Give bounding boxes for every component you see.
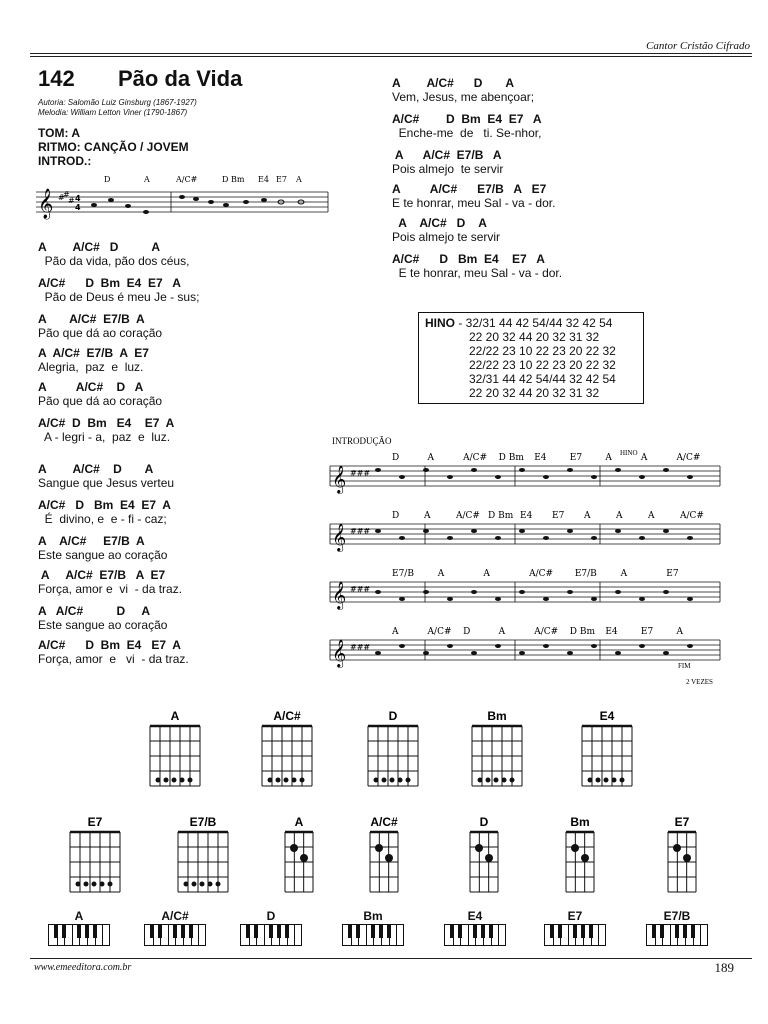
finger-dot <box>612 778 617 783</box>
lyric-line: Pão que dá ao coração <box>38 326 163 340</box>
piano-chord-name: A <box>74 909 84 923</box>
note-head <box>663 529 669 533</box>
introd-label: INTROD.: <box>38 154 92 168</box>
piano-keyboard <box>544 924 606 946</box>
intro-chord: E7 <box>276 175 287 184</box>
lyric-line: Pois almejo te servir <box>392 162 504 176</box>
note-head <box>495 536 501 540</box>
chord-line: A A/C# E7/B A <box>392 148 502 162</box>
chord-name: A <box>170 709 180 723</box>
piano-chord-name: A/C# <box>161 909 189 923</box>
score-chord: A/C# <box>463 453 488 463</box>
finger-dot <box>84 882 89 887</box>
song-number: 142 <box>38 66 75 91</box>
finger-dot <box>100 882 105 887</box>
note-head <box>375 590 381 594</box>
finger-dot <box>385 854 393 862</box>
note-head <box>687 536 693 540</box>
lyric-line: E te honrar, meu Sal - va - dor. <box>392 266 563 280</box>
score-chord: A/C# <box>534 627 559 637</box>
lyric-line: Pão de Deus é meu Je - sus; <box>38 290 200 304</box>
lyric-line: Este sangue ao coração <box>38 548 168 562</box>
chord-line: A A/C# D A <box>392 76 515 90</box>
finger-dot <box>620 778 625 783</box>
hino-row: 22/22 23 10 22 23 20 22 32 <box>469 358 616 372</box>
key-signature: ### <box>350 527 371 536</box>
note-head <box>663 651 669 655</box>
finger-dot <box>300 778 305 783</box>
score-chord: A <box>437 569 445 579</box>
note-head <box>591 536 597 540</box>
finger-dot <box>180 778 185 783</box>
verse-line <box>38 240 189 268</box>
note-head <box>567 590 573 594</box>
note-head <box>615 651 621 655</box>
chord-grid <box>472 726 522 786</box>
lyric-line: Força, amor e vi - da traz. <box>38 652 189 666</box>
finger-dot <box>604 778 609 783</box>
score-chord: E4 <box>534 453 547 463</box>
fim-label: FIM <box>678 662 691 670</box>
note-head <box>471 468 477 472</box>
hino-row: 32/31 44 42 54/44 32 42 54 <box>469 372 616 386</box>
key-signature: ### <box>350 643 371 652</box>
finger-dot <box>510 778 515 783</box>
lyric-line: Alegria, paz e luz. <box>38 360 144 374</box>
score-chord: A/C# <box>676 453 701 463</box>
note-head <box>471 651 477 655</box>
lyric-line: Pois almejo te servir <box>392 230 501 244</box>
chord-name: A/C# <box>370 815 398 829</box>
chord-name: Bm <box>487 709 507 723</box>
score-chord: A <box>648 511 655 521</box>
chord-grid <box>470 832 498 892</box>
note-head <box>375 468 381 472</box>
finger-dot <box>108 882 113 887</box>
finger-dot <box>156 778 161 783</box>
finger-dot <box>581 854 589 862</box>
chord-grid <box>370 832 398 892</box>
header-rule <box>30 53 752 54</box>
note-head <box>591 597 597 601</box>
lyric-line: Vem, Jesus, me abençoar; <box>392 90 535 104</box>
verse-line <box>392 76 534 104</box>
note-head <box>567 468 573 472</box>
finger-dot <box>208 882 213 887</box>
chord-line: A A/C# D A <box>38 604 151 618</box>
note-head <box>399 644 405 648</box>
score-chord: A <box>498 627 506 637</box>
chord-line: A/C# D Bm E4 E7 A <box>38 416 175 430</box>
chord-line: A A/C# D A <box>38 240 161 254</box>
finger-dot <box>172 778 177 783</box>
finger-dot <box>475 844 483 852</box>
score-chord: E7 <box>640 627 654 637</box>
finger-dot <box>502 778 507 783</box>
piano-keyboard <box>48 924 110 946</box>
chord-line: A/C# D Bm E4 E7 A <box>38 276 181 290</box>
finger-dot <box>588 778 593 783</box>
note-head <box>567 529 573 533</box>
chord-line: A/C# D Bm E4 E7 A <box>38 498 171 512</box>
note-head <box>399 597 405 601</box>
chord-name: E4 <box>599 709 615 723</box>
treble-clef: 𝄞 <box>332 639 347 667</box>
hino-label: HINO <box>620 449 638 457</box>
treble-clef: 𝄞 <box>332 465 347 493</box>
intro-staff <box>36 172 336 222</box>
finger-dot <box>290 844 298 852</box>
note-head <box>639 597 645 601</box>
score-chord: D Bm <box>488 511 514 521</box>
chord-line: A A/C# E7/B A E7 <box>38 346 149 360</box>
chord-name: A <box>294 815 304 829</box>
score-chord: D Bm <box>498 453 524 463</box>
score-chord: A <box>676 627 683 637</box>
hino-row: 22 20 32 44 20 32 31 32 <box>469 386 600 400</box>
finger-dot <box>374 778 379 783</box>
chord-name: D <box>479 815 489 829</box>
finger-dot <box>164 778 169 783</box>
chord-line: A A/C# D A <box>392 216 487 230</box>
intro-chord: A <box>144 175 150 184</box>
piano-chord-name: E7/B <box>663 909 691 923</box>
chord-grid <box>262 726 312 786</box>
ritmo-label: RITMO: CANÇÃO / JOVEM <box>38 140 189 154</box>
note-head <box>447 644 453 648</box>
note-head <box>615 529 621 533</box>
svg-text:4: 4 <box>75 203 81 212</box>
svg-text:𝄞: 𝄞 <box>38 189 54 219</box>
lyric-line: Pão da vida, pão dos céus, <box>38 254 190 268</box>
verse-line <box>38 638 189 666</box>
score-chord: E7/B <box>392 569 414 579</box>
lyric-line: Pão que dá ao coração <box>38 394 163 408</box>
score-chord: E7 <box>569 453 583 463</box>
piano-chord-name: D <box>266 909 276 923</box>
verse-line <box>38 380 162 408</box>
chord-name: E7/B <box>189 815 217 829</box>
hino-tab-box <box>418 312 644 404</box>
chord-name: E7 <box>87 815 103 829</box>
finger-dot <box>596 778 601 783</box>
score-chord: A <box>640 453 648 463</box>
finger-dot <box>200 882 205 887</box>
score-chord: E7/B <box>574 569 597 579</box>
score-chord: A/C# <box>680 511 704 521</box>
note-head <box>591 644 597 648</box>
note-head <box>423 651 429 655</box>
hino-row: 22/22 23 10 22 23 20 22 32 <box>469 344 616 358</box>
verse-line <box>38 416 174 444</box>
intro-chord: E4 <box>258 175 269 184</box>
verse-line <box>392 112 542 140</box>
score-chord: A <box>427 453 435 463</box>
chord-grid <box>566 832 594 892</box>
intro-chord: A <box>296 175 302 184</box>
finger-dot <box>92 882 97 887</box>
hino-row: 22 20 32 44 20 32 31 32 <box>469 330 600 344</box>
treble-clef: 𝄞 <box>332 581 347 609</box>
finger-dot <box>390 778 395 783</box>
chord-name: E7 <box>674 815 690 829</box>
intro-chord: D Bm <box>222 175 245 184</box>
finger-dot <box>494 778 499 783</box>
note-head <box>495 644 501 648</box>
finger-dot <box>184 882 189 887</box>
score-chord: A <box>620 569 628 579</box>
intro-chord: D <box>104 175 111 184</box>
note-head <box>519 468 525 472</box>
note-head <box>447 475 453 479</box>
note-head <box>519 529 525 533</box>
verse-line <box>392 216 500 244</box>
piano-keyboard <box>342 924 404 946</box>
chord-line: A A/C# E7/B A E7 <box>392 182 547 196</box>
lyric-line: Este sangue ao coração <box>38 618 168 632</box>
svg-text:#: # <box>58 193 65 202</box>
svg-text:#: # <box>63 190 70 199</box>
chord-grid <box>368 726 418 786</box>
chord-grid <box>285 832 313 892</box>
score-chord: A <box>424 511 431 521</box>
song-credits <box>38 98 197 118</box>
finger-dot <box>478 778 483 783</box>
chord-name: A/C# <box>273 709 301 723</box>
chord-grid <box>668 832 696 892</box>
piano-chord-name: Bm <box>363 909 383 923</box>
svg-text:4: 4 <box>75 194 81 203</box>
finger-dot <box>398 778 403 783</box>
finger-dot <box>406 778 411 783</box>
author-line: Autoria: Salomão Luiz Ginsburg (1867-1927) <box>38 98 197 107</box>
note-head <box>591 475 597 479</box>
chord-line: A A/C# D A <box>38 462 154 476</box>
note-head <box>423 468 429 472</box>
note-head <box>639 536 645 540</box>
piano-chord-name: E4 <box>467 909 483 923</box>
finger-dot <box>375 844 383 852</box>
score-chord: A <box>483 569 490 579</box>
verse-line <box>38 568 182 596</box>
lyric-line: E te honrar, meu Sal - va - dor. <box>392 196 556 210</box>
finger-dot <box>382 778 387 783</box>
intro-label: INTRODUÇÃO <box>332 436 392 446</box>
score-chord: A <box>605 453 612 463</box>
note-head <box>471 529 477 533</box>
header-rule-2 <box>30 56 752 57</box>
verse-line <box>392 182 555 210</box>
score-chord: A <box>584 511 591 521</box>
score-chord: E7 <box>666 569 679 579</box>
note-head <box>543 597 549 601</box>
note-head <box>375 651 381 655</box>
score-chord: A <box>392 627 399 637</box>
tom-label: TOM: A <box>38 126 80 140</box>
verse-line <box>392 148 503 176</box>
finger-dot <box>284 778 289 783</box>
chord-line: A/C# D Bm E4 E7 A <box>38 638 181 652</box>
finger-dot <box>683 854 691 862</box>
key-signature: ### <box>350 469 371 478</box>
verse-line <box>38 604 167 632</box>
chord-grid <box>582 726 632 786</box>
score-chord: D <box>392 453 400 463</box>
verse-line <box>392 252 562 280</box>
finger-dot <box>192 882 197 887</box>
finger-dot <box>268 778 273 783</box>
piano-keyboard <box>646 924 708 946</box>
note-head <box>495 475 501 479</box>
footer-rule <box>30 958 752 959</box>
note-head <box>519 590 525 594</box>
score-chord: E4 <box>520 511 533 521</box>
verse-line <box>38 462 174 490</box>
score-chord: D <box>463 627 471 637</box>
song-title: Pão da Vida <box>118 66 243 91</box>
lyric-line: A - legri - a, paz e luz. <box>38 430 171 444</box>
svg-text:#: # <box>68 196 75 205</box>
music-score <box>330 432 730 692</box>
score-chord: A/C# <box>529 569 554 579</box>
note-head <box>543 536 549 540</box>
melody-line: Melodia: William Letton Viner (1790-1867) <box>38 108 188 117</box>
note-head <box>687 597 693 601</box>
chord-line: A A/C# E7/B A <box>38 312 145 326</box>
verse-line <box>38 498 171 526</box>
note-head <box>471 590 477 594</box>
note-head <box>423 590 429 594</box>
chord-line: A/C# D Bm E4 E7 A <box>392 252 545 266</box>
piano-keyboard <box>144 924 206 946</box>
hino-row: HINO - 32/31 44 42 54/44 32 42 54 <box>425 316 613 330</box>
score-chord: A/C# <box>456 511 480 521</box>
finger-dot <box>188 778 193 783</box>
vezes-label: 2 VEZES <box>686 678 713 686</box>
finger-dot <box>673 844 681 852</box>
key-signature: ### <box>350 585 371 594</box>
note-head <box>567 651 573 655</box>
song-meta <box>38 126 189 168</box>
chord-name: Bm <box>570 815 590 829</box>
hino-label: HINO <box>425 316 455 330</box>
verse-line <box>38 346 149 374</box>
piano-chord-name: E7 <box>567 909 583 923</box>
note-head <box>447 597 453 601</box>
note-head <box>399 475 405 479</box>
finger-dot <box>276 778 281 783</box>
note-head <box>663 590 669 594</box>
finger-dot <box>216 882 221 887</box>
chord-name: D <box>388 709 398 723</box>
note-head <box>663 468 669 472</box>
lyric-line: É divino, e e - fi - caz; <box>38 512 167 526</box>
note-head <box>447 536 453 540</box>
finger-dot <box>571 844 579 852</box>
note-head <box>519 651 525 655</box>
note-head <box>639 644 645 648</box>
lyric-line: Enche-me de ti. Se-nhor, <box>392 126 542 140</box>
note-head <box>687 644 693 648</box>
note-head <box>639 475 645 479</box>
note-head <box>615 590 621 594</box>
finger-dot <box>485 854 493 862</box>
piano-keyboard <box>444 924 506 946</box>
note-head <box>375 529 381 533</box>
piano-keyboard <box>240 924 302 946</box>
verse-line <box>38 276 199 304</box>
note-head <box>399 536 405 540</box>
intro-chord: A/C# <box>176 175 198 184</box>
chord-grid <box>150 726 200 786</box>
treble-clef: 𝄞 <box>332 523 347 551</box>
finger-dot <box>76 882 81 887</box>
note-head <box>543 644 549 648</box>
chord-line: A A/C# D A <box>38 380 144 394</box>
score-chord: A <box>616 511 623 521</box>
note-head <box>615 468 621 472</box>
page-number: 189 <box>714 960 734 975</box>
chord-line: A A/C# E7/B A <box>38 534 145 548</box>
verse-line <box>38 312 162 340</box>
note-head <box>423 529 429 533</box>
chord-line: A A/C# E7/B A E7 <box>38 568 166 582</box>
note-head <box>495 597 501 601</box>
website: www.emeeditora.com.br <box>34 962 132 973</box>
score-chord: E7 <box>552 511 565 521</box>
score-chord: A/C# <box>427 627 452 637</box>
verse-line <box>38 534 167 562</box>
chord-line: A/C# D Bm E4 E7 A <box>392 112 542 126</box>
finger-dot <box>292 778 297 783</box>
score-chord: D <box>392 511 400 521</box>
note-head <box>543 475 549 479</box>
book-title: Cantor Cristão Cifrado <box>646 40 750 52</box>
finger-dot <box>300 854 308 862</box>
guitar-chord-diagrams <box>87 708 740 893</box>
score-chord: E4 <box>605 627 618 637</box>
finger-dot <box>486 778 491 783</box>
lyric-line: Sangue que Jesus verteu <box>38 476 175 490</box>
note-head <box>687 475 693 479</box>
lyric-line: Força, amor e vi - da traz. <box>38 582 183 596</box>
score-chord: D Bm <box>569 627 596 637</box>
